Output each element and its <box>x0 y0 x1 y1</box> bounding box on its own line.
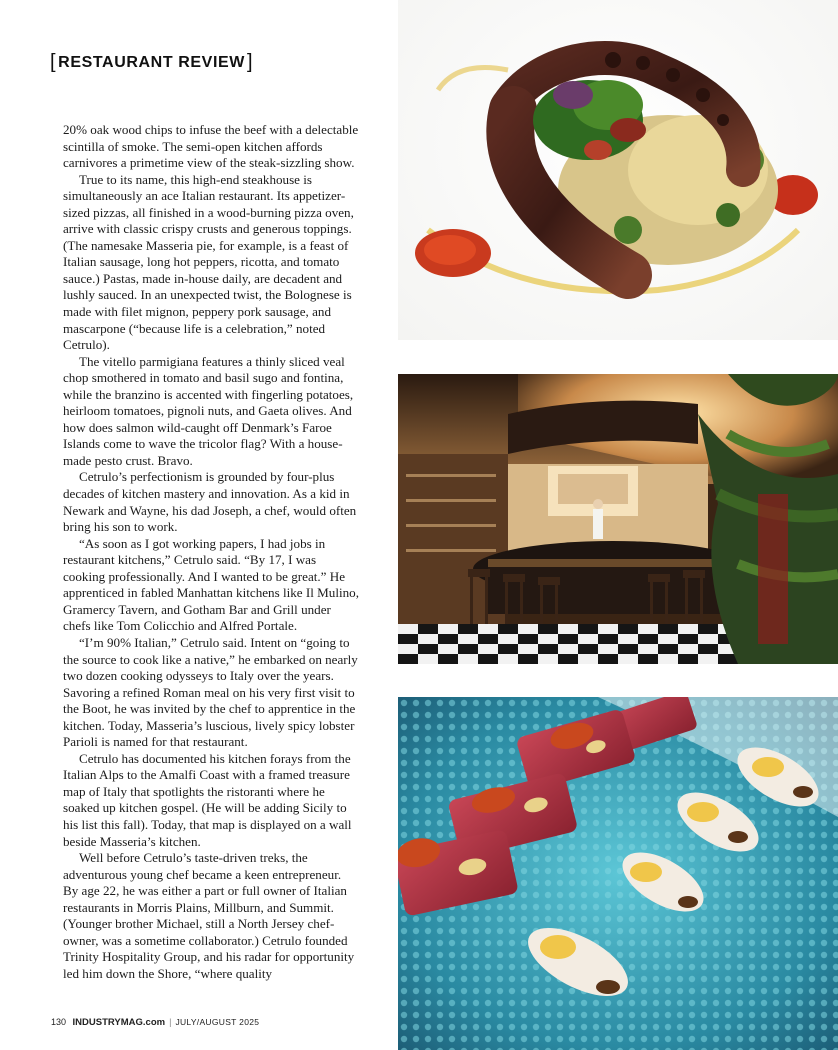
bar-interior-photo <box>398 374 838 664</box>
article-paragraph: “I’m 90% Italian,” Cetrulo said. Intent on “going to the source to cook like a native,” he embarked on nearly two dozen cooking odysseys to Italy over the years. Savoring a refined Roman meal on his very first visit to the Boot, he was invited by the chef to apprentice in the kitchen. Today, Masseria’s luscious, lively spicy lobster Parioli is named for that restaurant. <box>63 634 358 750</box>
article-paragraph: Cetrulo’s perfectionism is grounded by four-plus decades of kitchen mastery and innovation. As a kid in Newark and Wayne, his dad Joseph, a chef, would often bring his son to work. <box>63 469 357 535</box>
section-label-text: RESTAURANT REVIEW <box>58 54 245 71</box>
issue-date: JULY/AUGUST 2025 <box>175 1017 260 1027</box>
publication-name: INDUSTRYMAG.com <box>72 1017 166 1028</box>
article-paragraph: The vitello parmigiana features a thinly sliced veal chop smothered in tomato and basil sugo and fontina, while the branzino is accented with fingerling potatoes, heirloom tomatoes, pignoli nuts, and Gaeta olives. And how does salmon wild-caught off Denmark’s Faroe Islands come to wave the tricolor flag? With a house-made pesto crust. Bravo. <box>63 353 354 468</box>
article-paragraph: 20% oak wood chips to infuse the beef with a delectable scintilla of smoke. The semi-open kitchen affords carnivores a primetime view of the steak-sizzling show. <box>63 122 359 171</box>
crudo-platter-photo <box>398 697 838 1050</box>
page-footer <box>51 1017 259 1028</box>
article-body <box>63 122 359 982</box>
footer-separator: | <box>169 1017 172 1027</box>
octopus-dish-photo <box>398 0 838 340</box>
page-number: 130 <box>51 1017 67 1027</box>
article-paragraph: Well before Cetrulo’s taste-driven treks, the adventurous young chef became a keen entrepreneur. By age 22, he was either a part or full owner of Italian restaurants in Morris Plains, Millburn, and Summit. (Younger brother Michael, still a North Jersey chef-owner, was a sometime collaborator.) Cetrulo founded Trinity Hospitality Group, and his radar for opportunity led him down the Shore, “where quality <box>63 850 355 981</box>
article-paragraph: Cetrulo has documented his kitchen forays from the Italian Alps to the Amalfi Coast with a framed treasure map of Italy that spotlights the ristoranti where he soaked up kitchen gospel. (He will be adding Sicily to his list this fall). Today, that map is displayed on a wall beside Masseria’s kitchen. <box>63 750 352 849</box>
article-paragraph: “As soon as I got working papers, I had jobs in restaurant kitchens,” Cetrulo said. “By 17, I was cooking professionally. And I wanted to be great.” He apprenticed in fabled Manhattan kitchens like Il Mulino, Gramercy Tavern, and Gotham Bar and Grill under chefs like Tom Colicchio and Alfred Portale. <box>63 535 359 634</box>
article-paragraph: True to its name, this high-end steakhouse is simultaneously an ace Italian restaurant. Its appetizer-sized pizzas, all finished in a wood-burning pizza oven, arrive with classic crispy crusts and generous toppings. (The namesake Masseria pie, for example, is a feast of Italian sausage, long hot peppers, ricotta, and tomato sauce.) Pastas, made in-house daily, are decadent and lushly sauced. In an unexpected twist, the Bolognese is made with filet mignon, peppery pork sausage, and mascarpone (“because life is a celebration,” noted Cetrulo). <box>63 171 354 353</box>
section-label: [ RESTAURANT REVIEW ] <box>50 51 254 73</box>
